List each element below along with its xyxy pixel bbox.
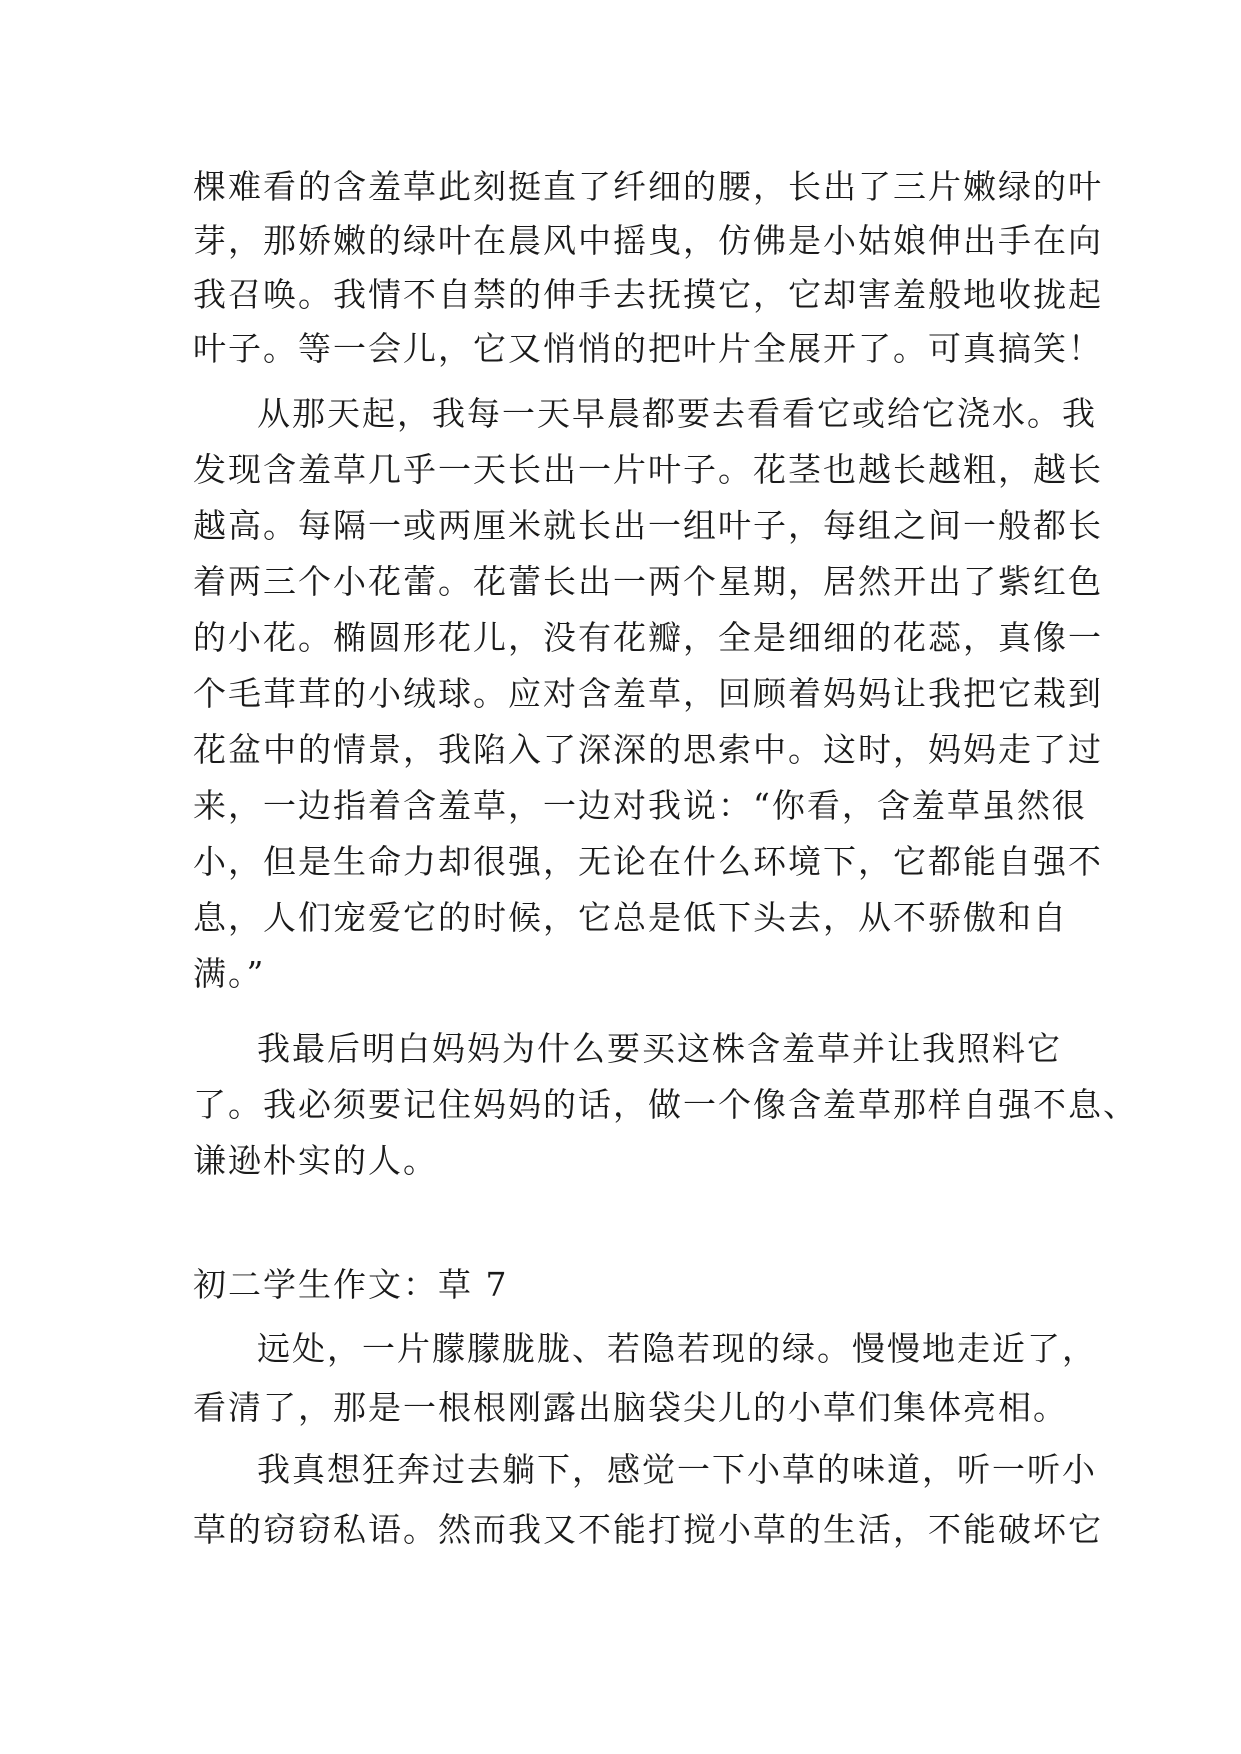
text-line: 了。我必须要记住妈妈的话，做一个像含羞草那样自强不息、: [193, 1085, 1138, 1124]
text-line: 棵难看的含羞草此刻挺直了纤细的腰，长出了三片嫩绿的叶: [193, 167, 1103, 206]
text-line: 我召唤。我情不自禁的伸手去抚摸它，它却害羞般地收拢起: [193, 275, 1103, 314]
paragraph-first-line: 远处，一片朦朦胧胧、若隐若现的绿。慢慢地走近了，: [257, 1329, 1097, 1368]
text-line: 谦逊朴实的人。: [193, 1141, 438, 1180]
text-line: 来，一边指着含羞草，一边对我说：“你看，含羞草虽然很: [193, 786, 1087, 825]
text-line: 看清了，那是一根根刚露出脑袋尖儿的小草们集体亮相。: [193, 1388, 1068, 1427]
text-line: 息，人们宠爱它的时候，它总是低下头去，从不骄傲和自: [193, 898, 1068, 937]
text-line: 越高。每隔一或两厘米就长出一组叶子，每组之间一般都长: [193, 506, 1103, 545]
text-line: 满。”: [193, 954, 266, 993]
paragraph-first-line: 我真想狂奔过去躺下，感觉一下小草的味道，听一听小: [257, 1450, 1097, 1489]
text-line: 的小花。椭圆形花儿，没有花瓣，全是细细的花蕊，真像一: [193, 618, 1103, 657]
text-line: 着两三个小花蕾。花蕾长出一两个星期，居然开出了紫红色: [193, 562, 1103, 601]
paragraph-first-line: 从那天起，我每一天早晨都要去看看它或给它浇水。我: [257, 394, 1097, 433]
text-line: 小，但是生命力却很强，无论在什么环境下，它都能自强不: [193, 842, 1103, 881]
text-line: 叶子。等一会儿，它又悄悄的把叶片全展开了。可真搞笑！: [193, 329, 1103, 368]
text-line: 发现含羞草几乎一天长出一片叶子。花茎也越长越粗，越长: [193, 450, 1103, 489]
text-line: 个毛茸茸的小绒球。应对含羞草，回顾着妈妈让我把它栽到: [193, 674, 1103, 713]
section-title: 初二学生作文：草 7: [193, 1265, 509, 1304]
text-line: 花盆中的情景，我陷入了深深的思索中。这时，妈妈走了过: [193, 730, 1103, 769]
text-line: 草的窃窃私语。然而我又不能打搅小草的生活，不能破坏它: [193, 1510, 1103, 1549]
paragraph-first-line: 我最后明白妈妈为什么要买这株含羞草并让我照料它: [257, 1029, 1062, 1068]
text-line: 芽，那娇嫩的绿叶在晨风中摇曳，仿佛是小姑娘伸出手在向: [193, 221, 1103, 260]
